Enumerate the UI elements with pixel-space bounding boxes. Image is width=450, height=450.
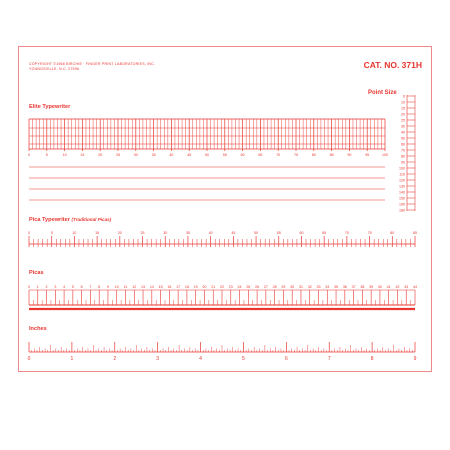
elite-tick-label: 85 bbox=[329, 153, 334, 157]
inches-tick-label: 5 bbox=[242, 356, 245, 362]
picas-tick-label: 32 bbox=[307, 285, 312, 289]
pica-typewriter-tick-label: 45 bbox=[231, 231, 236, 235]
inches-tick-label: 2 bbox=[113, 356, 117, 362]
pica-typewriter-tick-label: 70 bbox=[344, 231, 349, 235]
picas-tick-label: 14 bbox=[149, 285, 154, 289]
elite-tick-label: 10 bbox=[62, 153, 67, 157]
picas-tick-label: 44 bbox=[413, 285, 417, 289]
picas-tick-label: 7 bbox=[89, 285, 92, 289]
elite-tick-label: 75 bbox=[294, 153, 298, 157]
pica-typewriter-tick-label: 40 bbox=[208, 231, 213, 235]
picas-tick-label: 23 bbox=[228, 285, 233, 289]
picas-tick-label: 41 bbox=[386, 285, 391, 289]
picas-tick-label: 13 bbox=[141, 285, 146, 289]
elite-tick-label: 70 bbox=[276, 153, 281, 157]
inches-tick-label: 3 bbox=[156, 356, 160, 362]
elite-tick-label: 100 bbox=[382, 153, 388, 157]
picas-tick-label: 12 bbox=[132, 285, 137, 289]
picas-tick-label: 30 bbox=[290, 285, 295, 289]
picas-tick-label: 3 bbox=[54, 285, 57, 289]
point-size-label: 60 bbox=[401, 142, 405, 147]
point-size-label: 120 bbox=[399, 178, 405, 183]
pica-typewriter-tick-label: 25 bbox=[140, 231, 145, 235]
elite-tick-label: 25 bbox=[116, 153, 120, 157]
point-size-label: 140 bbox=[399, 190, 405, 195]
pica-typewriter-tick-label: 85 bbox=[413, 231, 417, 235]
point-size-label: 130 bbox=[399, 184, 405, 189]
picas-tick-label: 18 bbox=[184, 285, 189, 289]
pica-typewriter-tick-label: 55 bbox=[276, 231, 281, 235]
elite-tick-label: 45 bbox=[187, 153, 192, 157]
picas-tick-label: 37 bbox=[351, 285, 356, 289]
point-size-label: 70 bbox=[401, 148, 405, 153]
picas-tick-label: 29 bbox=[281, 285, 286, 289]
pica-typewriter-tick-label: 80 bbox=[390, 231, 395, 235]
point-size-label: 50 bbox=[401, 136, 405, 141]
ruler-graphics bbox=[19, 47, 433, 373]
pica-typewriter-tick-label: 15 bbox=[95, 231, 100, 235]
point-size-label: 40 bbox=[401, 130, 405, 135]
point-size-title: Point Size bbox=[368, 90, 397, 96]
picas-tick-label: 0 bbox=[28, 285, 30, 289]
picas-tick-label: 6 bbox=[80, 285, 83, 289]
picas-tick-label: 19 bbox=[193, 285, 198, 289]
pica-typewriter-tick-label: 0 bbox=[28, 231, 30, 235]
picas-tick-label: 24 bbox=[237, 285, 242, 289]
inches-tick-label: 6 bbox=[284, 356, 288, 362]
pica-typewriter-tick-label: 65 bbox=[322, 231, 327, 235]
picas-tick-label: 28 bbox=[272, 285, 277, 289]
inches-title: Inches bbox=[29, 326, 47, 332]
elite-tick-label: 5 bbox=[45, 153, 48, 157]
point-size-label: 190 bbox=[399, 202, 405, 207]
picas-tick-label: 5 bbox=[71, 285, 74, 289]
pica-typewriter-tick-label: 35 bbox=[185, 231, 190, 235]
picas-tick-label: 38 bbox=[360, 285, 365, 289]
elite-tick-label: 40 bbox=[169, 153, 174, 157]
point-size-label: 15 bbox=[401, 106, 405, 111]
picas-tick-label: 10 bbox=[114, 285, 119, 289]
elite-tick-label: 50 bbox=[205, 153, 209, 157]
pica-typewriter-tick-label: 50 bbox=[254, 231, 259, 235]
picas-tick-label: 40 bbox=[377, 285, 382, 289]
picas-tick-label: 42 bbox=[395, 285, 400, 289]
pica-typewriter-tick-label: 30 bbox=[163, 231, 168, 235]
address-text: YOUNGSVILLE, N.C. 27596 bbox=[29, 67, 80, 71]
elite-tick-label: 55 bbox=[222, 153, 227, 157]
picas-title: Picas bbox=[29, 270, 44, 276]
point-size-label: 90 bbox=[401, 160, 405, 165]
picas-tick-label: 31 bbox=[298, 285, 303, 289]
inches-tick-label: 4 bbox=[199, 356, 202, 362]
picas-tick-label: 11 bbox=[123, 285, 128, 289]
elite-tick-label: 95 bbox=[365, 153, 370, 157]
pica-typewriter-tick-label: 75 bbox=[367, 231, 372, 235]
point-size-label: 100 bbox=[399, 166, 405, 171]
ruler-card bbox=[18, 46, 432, 372]
picas-tick-label: 9 bbox=[106, 285, 109, 289]
picas-tick-label: 34 bbox=[325, 285, 330, 289]
elite-tick-label: 80 bbox=[311, 153, 316, 157]
inches-tick-label: 9 bbox=[413, 356, 417, 362]
picas-tick-label: 16 bbox=[167, 285, 172, 289]
point-size-label: 150 bbox=[399, 196, 405, 201]
elite-typewriter-title: Elite Typewriter bbox=[29, 104, 71, 110]
point-size-label: 180 bbox=[399, 208, 405, 213]
picas-tick-label: 1 bbox=[36, 285, 39, 289]
picas-tick-label: 26 bbox=[255, 285, 260, 289]
pica-typewriter-subtitle: (Traditional Picas) bbox=[71, 217, 112, 222]
picas-tick-label: 22 bbox=[220, 285, 224, 289]
point-size-label: 10 bbox=[401, 100, 405, 105]
inches-tick-label: 1 bbox=[70, 356, 74, 362]
picas-tick-label: 35 bbox=[334, 285, 339, 289]
picas-tick-label: 4 bbox=[63, 285, 66, 289]
elite-tick-label: 60 bbox=[240, 153, 245, 157]
pica-typewriter-tick-label: 5 bbox=[50, 231, 53, 235]
picas-tick-label: 20 bbox=[202, 285, 207, 289]
elite-tick-label: 65 bbox=[258, 153, 263, 157]
inches-tick-label: 8 bbox=[370, 356, 374, 362]
elite-tick-label: 35 bbox=[151, 153, 156, 157]
elite-tick-label: 15 bbox=[80, 153, 85, 157]
elite-tick-label: 20 bbox=[98, 153, 103, 157]
picas-tick-label: 25 bbox=[246, 285, 251, 289]
picas-tick-label: 27 bbox=[263, 285, 268, 289]
point-size-label: 80 bbox=[401, 154, 405, 159]
elite-tick-label: 90 bbox=[347, 153, 352, 157]
pica-typewriter-title: Pica Typewriter bbox=[29, 217, 70, 223]
elite-tick-label: 0 bbox=[28, 153, 30, 157]
copyright-text: COPYRIGHT ©1968 BIRCHIE · FINGER PRINT LABORATORIES, INC. bbox=[29, 62, 156, 66]
picas-tick-label: 43 bbox=[404, 285, 409, 289]
catalog-number: CAT. NO. 371H bbox=[363, 60, 422, 70]
inches-tick-label: 7 bbox=[327, 356, 331, 362]
picas-tick-label: 8 bbox=[98, 285, 101, 289]
elite-tick-label: 30 bbox=[133, 153, 138, 157]
point-size-label: 25 bbox=[401, 118, 405, 123]
pica-typewriter-tick-label: 60 bbox=[299, 231, 304, 235]
inches-tick-label: 0 bbox=[27, 356, 31, 362]
picas-tick-label: 39 bbox=[369, 285, 374, 289]
picas-tick-label: 36 bbox=[342, 285, 347, 289]
point-size-label: 20 bbox=[401, 112, 405, 117]
point-size-label: 30 bbox=[401, 124, 405, 129]
pica-typewriter-tick-label: 10 bbox=[72, 231, 77, 235]
point-size-label: 6 bbox=[403, 94, 405, 99]
picas-tick-label: 21 bbox=[211, 285, 216, 289]
picas-tick-label: 15 bbox=[158, 285, 163, 289]
picas-tick-label: 17 bbox=[176, 285, 181, 289]
pica-typewriter-tick-label: 20 bbox=[117, 231, 122, 235]
picas-tick-label: 33 bbox=[316, 285, 321, 289]
picas-tick-label: 2 bbox=[45, 285, 48, 289]
point-size-label: 110 bbox=[399, 172, 405, 177]
